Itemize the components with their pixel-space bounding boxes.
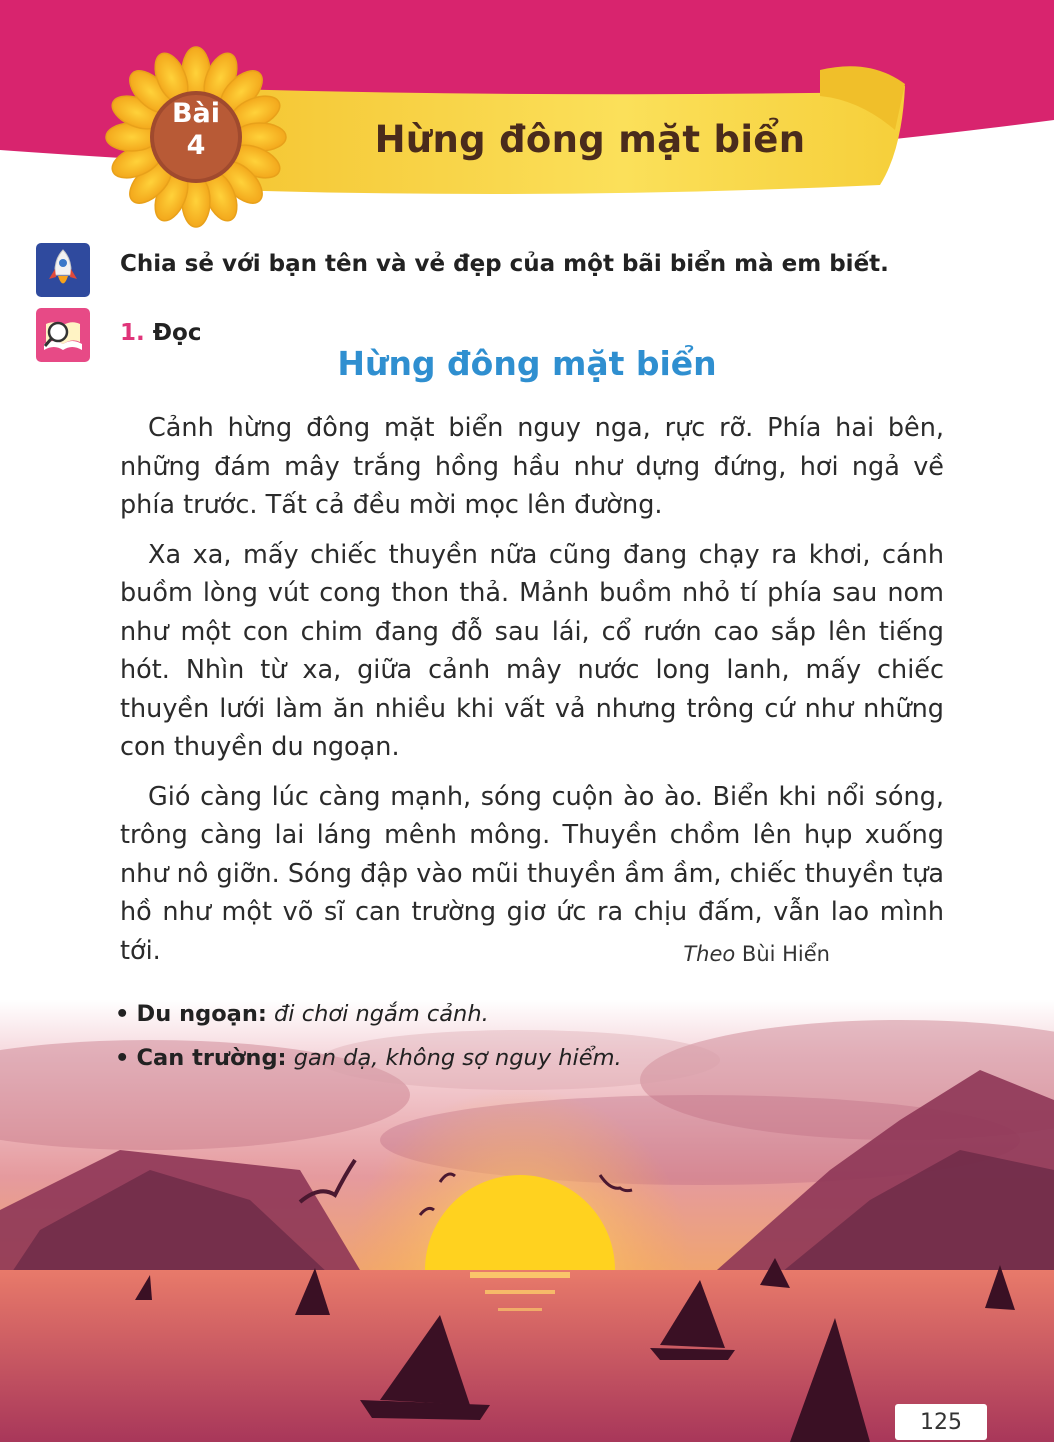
- lesson-title: Hừng đông mặt biển: [374, 118, 806, 161]
- lesson-label: Bài: [171, 98, 221, 129]
- glossary-definition: gan dạ, không sợ nguy hiểm.: [293, 1045, 622, 1071]
- author-prefix: Theo: [683, 942, 736, 966]
- glossary-item: • Can trường: gan dạ, không sợ nguy hiểm.: [115, 1045, 622, 1071]
- warmup-prompt: Chia sẻ với bạn tên và vẻ đẹp của một bãi biển mà em biết.: [120, 251, 889, 277]
- reading-label: Đọc: [152, 320, 202, 346]
- lesson-number: 4: [186, 130, 206, 161]
- story-paragraph: Cảnh hừng đông mặt biển nguy nga, rực rỡ. Phía hai bên, những đám mây trắng hồng hầu như dựng đứng, hơi ngả về phía trước. Tất cả đều mời mọc lên đường.: [120, 413, 944, 520]
- glossary-term: Du ngoạn:: [136, 1001, 267, 1027]
- rocket-icon: [36, 243, 90, 297]
- page-number: 125: [920, 1410, 962, 1435]
- reading-heading: [120, 320, 201, 346]
- story-text: [120, 409, 944, 981]
- author-credit: [600, 942, 830, 966]
- glossary-item: • Du ngoạn: đi chơi ngắm cảnh.: [115, 1001, 489, 1027]
- lesson-badge: [150, 98, 242, 162]
- glossary-definition: đi chơi ngắm cảnh.: [274, 1001, 489, 1027]
- story-title: Hừng đông mặt biển: [337, 344, 717, 383]
- reading-number: 1.: [120, 320, 145, 346]
- author-name: Bùi Hiển: [741, 942, 830, 966]
- header-band: [0, 0, 1054, 230]
- glossary-term: Can trường:: [136, 1045, 287, 1071]
- story-paragraph: Xa xa, mấy chiếc thuyền nữa cũng đang chạy ra khơi, cánh buồm lòng vút cong thon thả. Mảnh buồm nhỏ tí phía sau nom như một con chim đang đỗ sau lái, cổ rướn cao sắp lên tiếng hót. Nhìn từ xa, giữa cảnh mây nước long lanh, mấy chiếc thuyền lưới làm ăn nhiều khi vất vả nhưng trông cứ như những con thuyền du ngoạn.: [120, 539, 944, 762]
- story-paragraph: Gió càng lúc càng mạnh, sóng cuộn ào ào. Biển khi nổi sóng, trông càng lai láng mênh mông. Thuyền chồm lên hụp xuống như nô giỡn. Sóng đập vào mũi thuyền ầm ầm, chiếc thuyền tựa hồ như một võ sĩ can trường giơ ức ra chịu đấm, vẫn lao mình tới.: [120, 781, 944, 966]
